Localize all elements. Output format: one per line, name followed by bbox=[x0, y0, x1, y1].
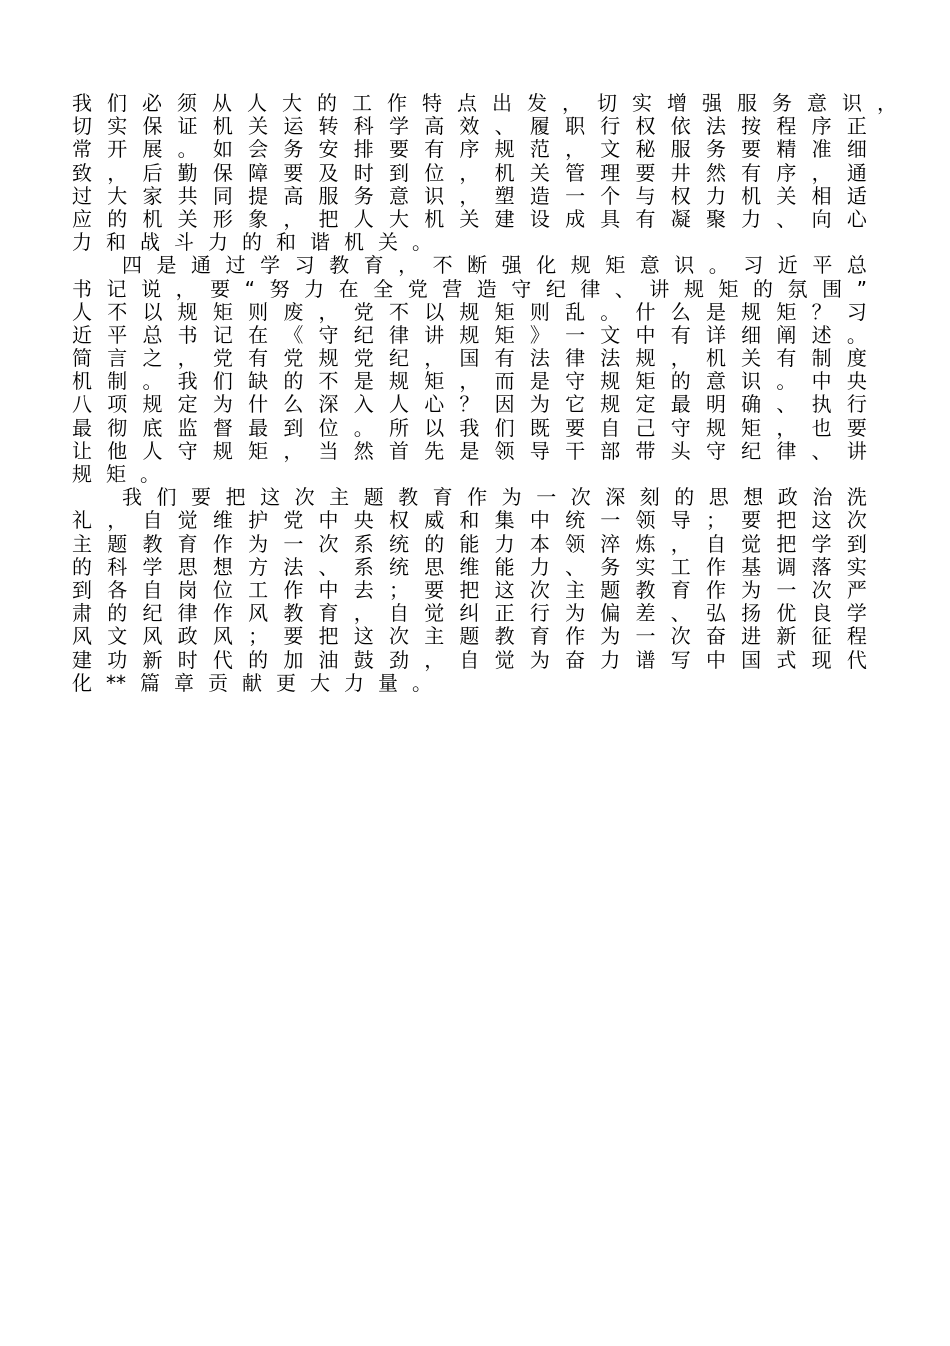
text-line: 我 们 要 把 这 次 主 题 教 育 作 为 一 次 深 刻 的 思 想 政 治 洗 bbox=[122, 485, 867, 510]
text-line: 过 大 家 共 同 提 高 服 务 意 识 ， 塑 造 一 个 与 权 力 机 关 相 适 bbox=[72, 183, 867, 208]
text-line: 风 文 风 政 风 ； 要 把 这 次 主 题 教 育 作 为 一 次 奋 进 新 征 程 bbox=[72, 624, 867, 649]
text-line: 化 ** 篇 章 贡 献 更 大 力 量 。 bbox=[72, 670, 432, 695]
body-text bbox=[72, 91, 897, 695]
text-line: 礼 ， 自 觉 维 护 党 中 央 权 威 和 集 中 统 一 领 导 ； 要 把 这 次 bbox=[72, 508, 867, 533]
text-line: 八 项 规 定 为 什 么 深 入 人 心 ？ 因 为 它 规 定 最 明 确 、 执 行 bbox=[72, 392, 867, 417]
text-line: 机 制 。 我 们 缺 的 不 是 规 矩 ， 而 是 守 规 矩 的 意 识 。 中 央 bbox=[72, 369, 867, 394]
text-line: 书 记 说 ， 要 “ 努 力 在 全 党 营 造 守 纪 律 、 讲 规 矩 的 氛 围 ” bbox=[72, 276, 867, 301]
text-line: 主 题 教 育 作 为 一 次 系 统 的 能 力 本 领 淬 炼 ， 自 觉 把 学 到 bbox=[72, 531, 867, 556]
text-line: 规 矩 。 bbox=[72, 462, 160, 486]
text-line: 近 平 总 书 记 在 《 守 纪 律 讲 规 矩 》 一 文 中 有 详 细 阐 述 。 bbox=[72, 322, 867, 347]
text-line: 最 彻 底 监 督 最 到 位 。 所 以 我 们 既 要 自 己 守 规 矩 ， 也 要 bbox=[72, 415, 867, 440]
text-line: 的 科 学 思 想 方 法 、 系 统 思 维 能 力 、 务 实 工 作 基 调 落 实 bbox=[72, 554, 867, 579]
text-line: 常 开 展 。 如 会 务 安 排 要 有 序 规 范 ， 文 秘 服 务 要 精 准 细 bbox=[72, 137, 867, 162]
text-line: 四 是 通 过 学 习 教 育 ， 不 断 强 化 规 矩 意 识 。 习 近 平 总 bbox=[122, 253, 867, 278]
text-line: 应 的 机 关 形 象 ， 把 人 大 机 关 建 设 成 具 有 凝 聚 力 、 向 心 bbox=[72, 206, 867, 231]
text-line: 简 言 之 ， 党 有 党 规 党 纪 ， 国 有 法 律 法 规 ， 机 关 有 制 度 bbox=[72, 346, 867, 371]
text-line: 让 他 人 守 规 矩 ， 当 然 首 先 是 领 导 干 部 带 头 守 纪 律 、 讲 bbox=[72, 438, 867, 463]
text-line: 肃 的 纪 律 作 风 教 育 ， 自 觉 纠 正 行 为 偏 差 、 弘 扬 优 良 学 bbox=[72, 601, 867, 626]
text-line: 我 们 必 须 从 人 大 的 工 作 特 点 出 发 ， 切 实 增 强 服 务 意 识 ， bbox=[72, 91, 897, 115]
text-line: 致 ， 后 勤 保 障 要 及 时 到 位 ， 机 关 管 理 要 井 然 有 序 ， 通 bbox=[72, 160, 867, 185]
text-line: 人 不 以 规 矩 则 废 ， 党 不 以 规 矩 则 乱 。 什 么 是 规 矩 ？ 习 bbox=[72, 299, 867, 324]
text-line: 到 各 自 岗 位 工 作 中 去 ； 要 把 这 次 主 题 教 育 作 为 一 次 严 bbox=[72, 577, 867, 602]
text-line: 切 实 保 证 机 关 运 转 科 学 高 效 、 履 职 行 权 依 法 按 程 序 正 bbox=[72, 114, 867, 139]
text-line: 力 和 战 斗 力 的 和 谐 机 关 。 bbox=[72, 230, 432, 255]
text-line: 建 功 新 时 代 的 加 油 鼓 劲 ， 自 觉 为 奋 力 谱 写 中 国 式 现 代 bbox=[72, 647, 867, 672]
